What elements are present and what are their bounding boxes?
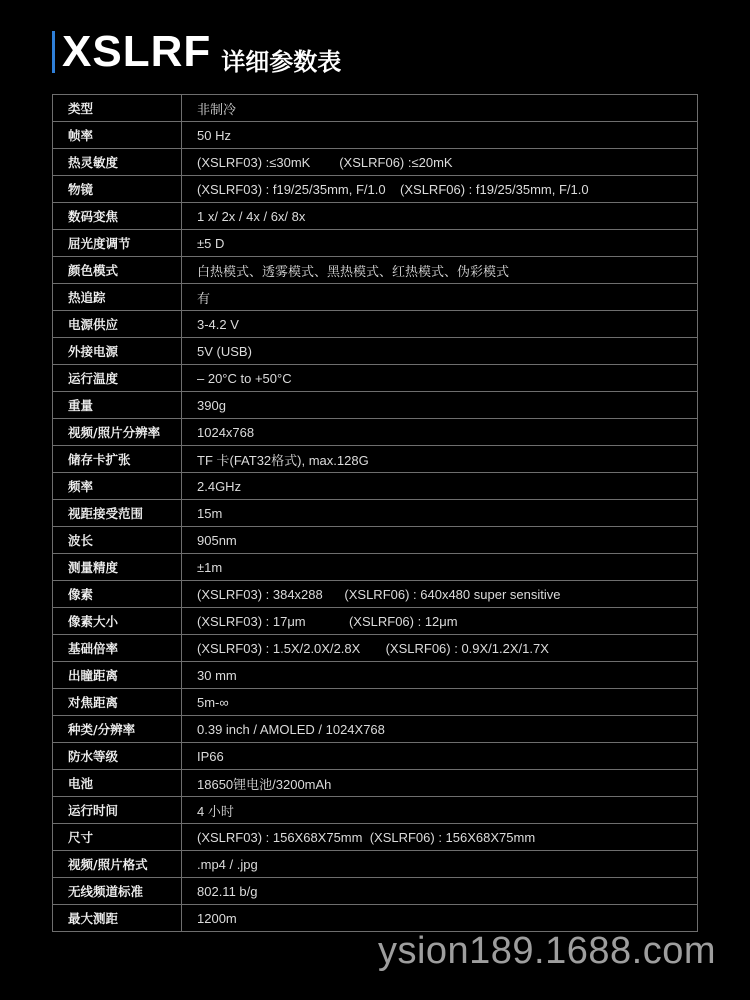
- spec-value: 1024x768: [182, 419, 698, 446]
- spec-row: [53, 338, 698, 365]
- spec-row: [53, 149, 698, 176]
- spec-value: IP66: [182, 743, 698, 770]
- spec-label: 运行时间: [53, 797, 182, 824]
- spec-row: [53, 473, 698, 500]
- spec-label: 帧率: [53, 122, 182, 149]
- watermark: ysion189.1688.com: [377, 930, 716, 972]
- spec-row: [53, 635, 698, 662]
- spec-value: (XSLRF03) : 156X68X75mm (XSLRF06) : 156X68X75mm: [182, 824, 698, 851]
- spec-row: [53, 446, 698, 473]
- spec-label: 最大测距: [53, 905, 182, 932]
- spec-label: 防水等级: [53, 743, 182, 770]
- spec-value: 15m: [182, 500, 698, 527]
- spec-label: 类型: [53, 95, 182, 122]
- spec-value: (XSLRF03) : 1.5X/2.0X/2.8X (XSLRF06) : 0.9X/1.2X/1.7X: [182, 635, 698, 662]
- spec-label: 像素: [53, 581, 182, 608]
- spec-label: 出瞳距离: [53, 662, 182, 689]
- spec-label: 测量精度: [53, 554, 182, 581]
- spec-label: 对焦距离: [53, 689, 182, 716]
- spec-label: 视频/照片分辨率: [53, 419, 182, 446]
- spec-value: 白热模式、透雾模式、黑热模式、红热模式、伪彩模式: [182, 257, 698, 284]
- spec-row: [53, 365, 698, 392]
- spec-label: 储存卡扩张: [53, 446, 182, 473]
- spec-row: [53, 554, 698, 581]
- spec-row: [53, 95, 698, 122]
- spec-value: (XSLRF03) : 384x288 (XSLRF06) : 640x480 super sensitive: [182, 581, 698, 608]
- spec-label: 运行温度: [53, 365, 182, 392]
- page-header: [52, 27, 342, 76]
- spec-row: [53, 716, 698, 743]
- spec-row: [53, 122, 698, 149]
- spec-row: [53, 230, 698, 257]
- spec-label: 重量: [53, 392, 182, 419]
- spec-value: 50 Hz: [182, 122, 698, 149]
- spec-label: 波长: [53, 527, 182, 554]
- spec-row: [53, 878, 698, 905]
- spec-label: 外接电源: [53, 338, 182, 365]
- spec-row: [53, 662, 698, 689]
- spec-row: [53, 419, 698, 446]
- spec-row: [53, 824, 698, 851]
- spec-value: 2.4GHz: [182, 473, 698, 500]
- accent-bar: [52, 31, 55, 73]
- spec-label: 像素大小: [53, 608, 182, 635]
- spec-value: 18650锂电池/3200mAh: [182, 770, 698, 797]
- spec-value: – 20°C to +50°C: [182, 365, 698, 392]
- spec-value: 4 小时: [182, 797, 698, 824]
- spec-value: TF 卡(FAT32格式), max.128G: [182, 446, 698, 473]
- spec-label: 屈光度调节: [53, 230, 182, 257]
- spec-value: (XSLRF03) :≤30mK (XSLRF06) :≤20mK: [182, 149, 698, 176]
- spec-value: (XSLRF03) : 17μm (XSLRF06) : 12μm: [182, 608, 698, 635]
- spec-row: [53, 311, 698, 338]
- spec-row: [53, 851, 698, 878]
- spec-label: 无线频道标准: [53, 878, 182, 905]
- spec-value: 30 mm: [182, 662, 698, 689]
- spec-row: [53, 581, 698, 608]
- spec-label: 热灵敏度: [53, 149, 182, 176]
- spec-value: .mp4 / .jpg: [182, 851, 698, 878]
- spec-row: [53, 797, 698, 824]
- spec-row: [53, 392, 698, 419]
- spec-value: 5m-∞: [182, 689, 698, 716]
- spec-row: [53, 500, 698, 527]
- spec-value: (XSLRF03) : f19/25/35mm, F/1.0 (XSLRF06) : f19/25/35mm, F/1.0: [182, 176, 698, 203]
- spec-table: [52, 94, 698, 932]
- spec-value: ±1m: [182, 554, 698, 581]
- spec-label: 颜色模式: [53, 257, 182, 284]
- spec-value: 1200m: [182, 905, 698, 932]
- spec-label: 电源供应: [53, 311, 182, 338]
- spec-value: 5V (USB): [182, 338, 698, 365]
- spec-label: 频率: [53, 473, 182, 500]
- spec-row: [53, 203, 698, 230]
- spec-label: 热追踪: [53, 284, 182, 311]
- spec-table-body: [53, 95, 698, 932]
- brand-title: XSLRF: [62, 27, 212, 76]
- spec-value: 3-4.2 V: [182, 311, 698, 338]
- spec-label: 基础倍率: [53, 635, 182, 662]
- spec-row: [53, 770, 698, 797]
- spec-row: [53, 257, 698, 284]
- spec-label: 电池: [53, 770, 182, 797]
- spec-label: 视频/照片格式: [53, 851, 182, 878]
- page-subtitle: 详细参数表: [221, 48, 342, 76]
- spec-value: 1 x/ 2x / 4x / 6x/ 8x: [182, 203, 698, 230]
- spec-row: [53, 527, 698, 554]
- spec-value: 802.11 b/g: [182, 878, 698, 905]
- spec-value: 390g: [182, 392, 698, 419]
- spec-value: 0.39 inch / AMOLED / 1024X768: [182, 716, 698, 743]
- spec-row: [53, 689, 698, 716]
- spec-row: [53, 284, 698, 311]
- spec-row: [53, 608, 698, 635]
- spec-row: [53, 905, 698, 932]
- spec-row: [53, 743, 698, 770]
- spec-row: [53, 176, 698, 203]
- spec-label: 视距接受范围: [53, 500, 182, 527]
- spec-value: 非制冷: [182, 95, 698, 122]
- spec-value: 有: [182, 284, 698, 311]
- spec-label: 数码变焦: [53, 203, 182, 230]
- spec-value: ±5 D: [182, 230, 698, 257]
- spec-value: 905nm: [182, 527, 698, 554]
- spec-label: 种类/分辨率: [53, 716, 182, 743]
- spec-label: 尺寸: [53, 824, 182, 851]
- spec-label: 物镜: [53, 176, 182, 203]
